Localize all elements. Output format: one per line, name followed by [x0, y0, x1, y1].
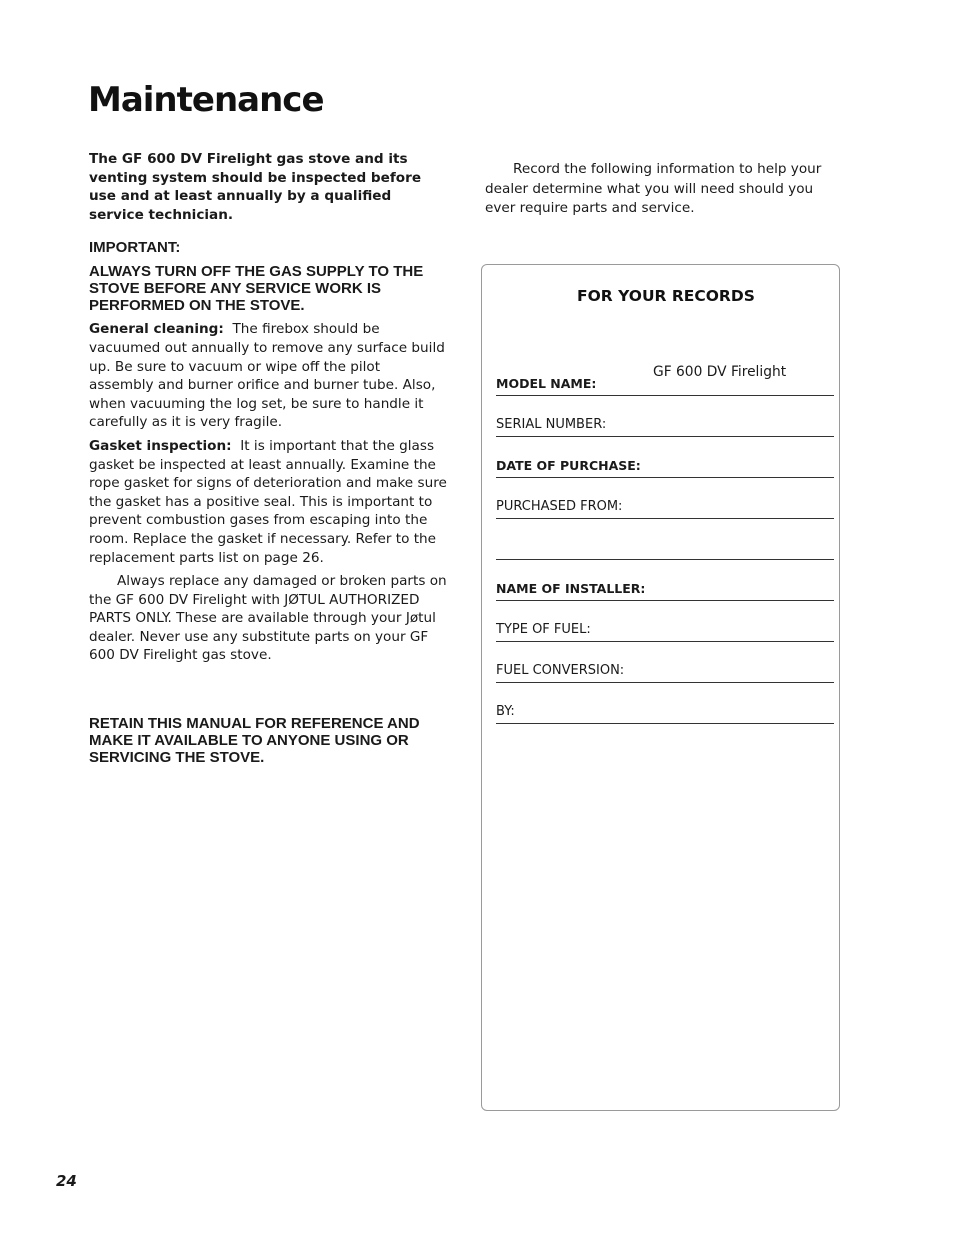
general-cleaning-body: The firebox should be vacuumed out annually to remove any surface build up. Be sure to vacuum or wipe off the pilot assembly and burner orifice and burner tube. Also, when vacuuming the log set, be sure to handle it carefully as it is very fragile. — [89, 321, 445, 431]
field-label: NAME OF INSTALLER: — [496, 581, 646, 596]
field-label: FUEL CONVERSION: — [496, 663, 625, 678]
field-purchased-from[interactable] — [496, 487, 834, 519]
important-label: IMPORTANT: — [89, 239, 181, 257]
field-label: DATE OF PURCHASE: — [496, 458, 641, 473]
field-label: PURCHASED FROM: — [496, 499, 623, 514]
gasket-inspection-heading: Gasket inspection: — [89, 437, 232, 454]
field-serial-number[interactable] — [496, 405, 834, 437]
gasket-inspection-body: It is important that the glass gasket be inspected at least annually. Examine the rope gasket for signs of deterioration and make sure the gasket has a positive seal. This is important to prevent combustion gases from escaping into the room. Replace the gasket if necessary. Refer to the replacement parts list on page 26. — [89, 437, 447, 566]
gasket-inspection-paragraph — [89, 437, 447, 567]
field-name-of-installer[interactable] — [496, 570, 834, 601]
field-type-of-fuel[interactable] — [496, 611, 834, 642]
general-cleaning-heading: General cleaning: — [89, 321, 224, 338]
page-number: 24 — [56, 1172, 77, 1190]
left-column — [89, 150, 447, 766]
retain-manual-notice: RETAIN THIS MANUAL FOR REFERENCE AND MAKE IT AVAILABLE TO ANYONE USING OR SERVICING THE STOVE. — [89, 715, 420, 767]
replace-parts-paragraph: Always replace any damaged or broken parts on the GF 600 DV Firelight with JØTUL AUTHORIZED PARTS ONLY. These are available through your Jøtul dealer. Never use any substitute parts on your GF 600 DV Firelight gas stove. — [89, 573, 447, 664]
field-label: MODEL NAME: — [496, 376, 597, 391]
general-cleaning-paragraph — [89, 320, 447, 432]
field-purchased-from-continued[interactable] — [496, 529, 834, 560]
field-label: SERIAL NUMBER: — [496, 417, 607, 432]
records-box — [481, 264, 840, 1111]
records-title: FOR YOUR RECORDS — [577, 287, 755, 305]
field-label: BY: — [496, 704, 515, 719]
field-model-name[interactable] — [496, 295, 834, 396]
intro-paragraph: The GF 600 DV Firelight gas stove and its venting system should be inspected before use and at least annually by a qualified service technician. — [89, 151, 422, 223]
records-intro: Record the following information to help your dealer determine what you will need should you ever require parts and service. — [485, 161, 822, 216]
field-date-of-purchase[interactable] — [496, 446, 834, 478]
field-fuel-conversion[interactable] — [496, 652, 834, 683]
field-by[interactable] — [496, 693, 834, 724]
page-title: Maintenance — [88, 80, 324, 120]
field-label: TYPE OF FUEL: — [496, 622, 591, 637]
field-value: GF 600 DV Firelight — [653, 364, 787, 380]
gas-warning: ALWAYS TURN OFF THE GAS SUPPLY TO THE STOVE BEFORE ANY SERVICE WORK IS PERFORMED ON THE STOVE. — [89, 263, 424, 315]
